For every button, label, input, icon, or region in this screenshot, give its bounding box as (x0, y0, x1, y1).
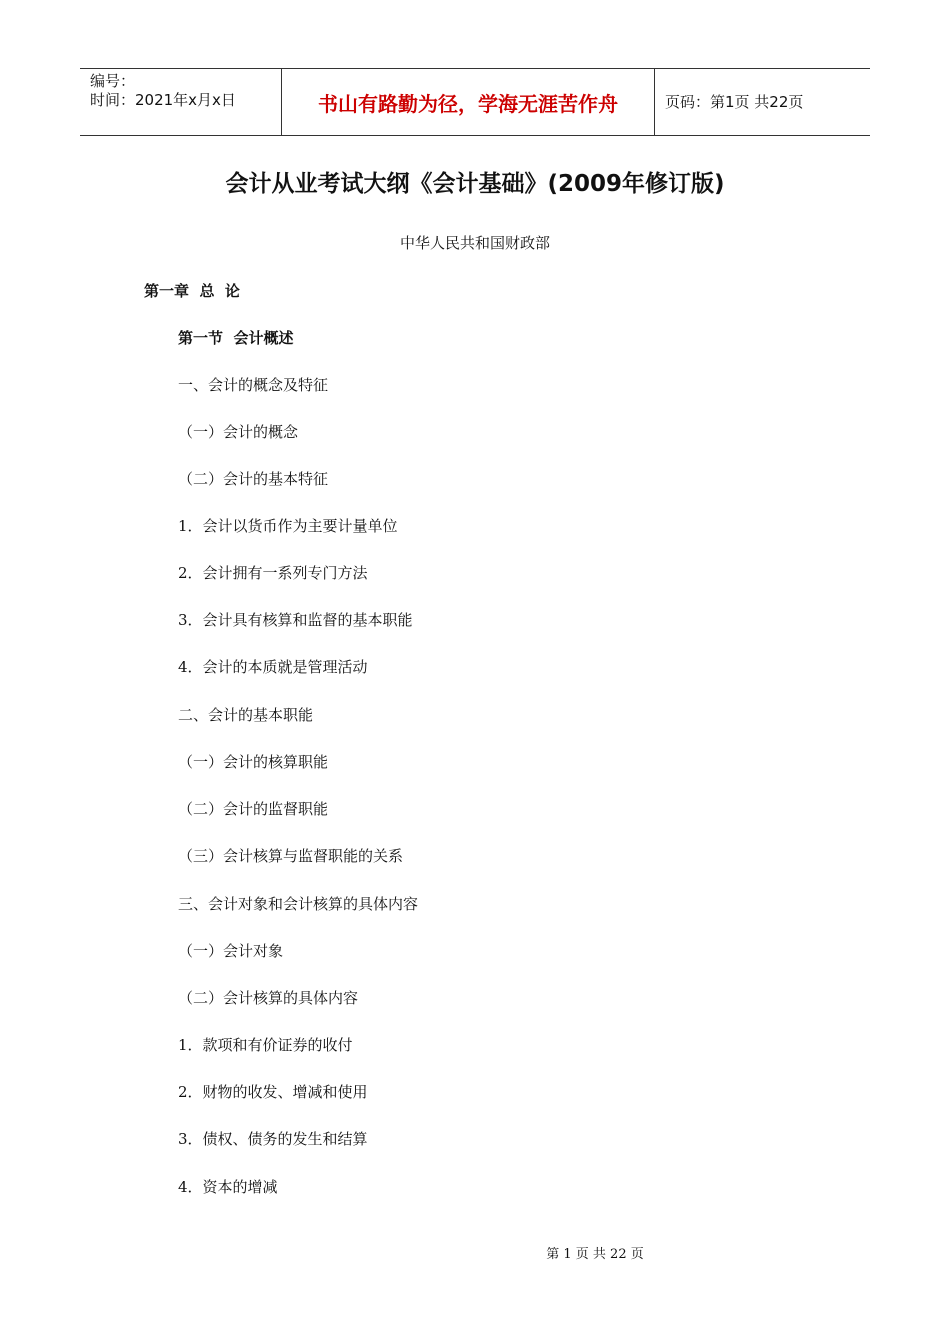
outline-item: 1．会计以货币作为主要计量单位 (178, 517, 398, 535)
header-meta-cell (80, 69, 282, 135)
outline-item: 3．债权、债务的发生和结算 (178, 1130, 368, 1148)
outline-item: （一）会计的核算职能 (178, 753, 329, 771)
chapter-heading: 第一章 总 论 (144, 282, 240, 300)
page-footer: 第 1 页 共 22 页 (546, 1247, 644, 1262)
date-line: 时间：2021年x月x日 (90, 91, 236, 109)
outline-item: 4．会计的本质就是管理活动 (178, 658, 368, 676)
header-table (80, 68, 870, 136)
outline-item: （三）会计核算与监督职能的关系 (178, 847, 404, 865)
outline-item: 2．财物的收发、增减和使用 (178, 1083, 368, 1101)
motto: 书山有路勤为径，学海无涯苦作舟 (318, 92, 618, 116)
header-page-cell (655, 69, 870, 135)
outline-item: （二）会计的基本特征 (178, 470, 329, 488)
outline-item: 4．资本的增减 (178, 1178, 278, 1196)
outline-item: 3．会计具有核算和监督的基本职能 (178, 611, 413, 629)
outline-item: （一）会计对象 (178, 942, 284, 960)
outline-item: 1．款项和有价证券的收付 (178, 1036, 353, 1054)
header-motto-cell (282, 69, 655, 135)
document-issuer: 中华人民共和国财政部 (399, 234, 550, 252)
document-title: 会计从业考试大纲《会计基础》(2009年修订版) (225, 171, 725, 197)
outline-item: （二）会计的监督职能 (178, 800, 329, 818)
outline-item: （二）会计核算的具体内容 (178, 989, 359, 1007)
section-heading: 第一节 会计概述 (178, 329, 294, 347)
outline-item: 2．会计拥有一系列专门方法 (178, 564, 368, 582)
outline-item: 二、会计的基本职能 (178, 706, 314, 724)
outline-item: 三、会计对象和会计核算的具体内容 (178, 895, 419, 913)
outline-item: （一）会计的概念 (178, 423, 299, 441)
header-page-info: 页码：第1页 共22页 (665, 93, 804, 111)
serial-label: 编号： (90, 72, 136, 90)
outline-item: 一、会计的概念及特征 (178, 376, 329, 394)
